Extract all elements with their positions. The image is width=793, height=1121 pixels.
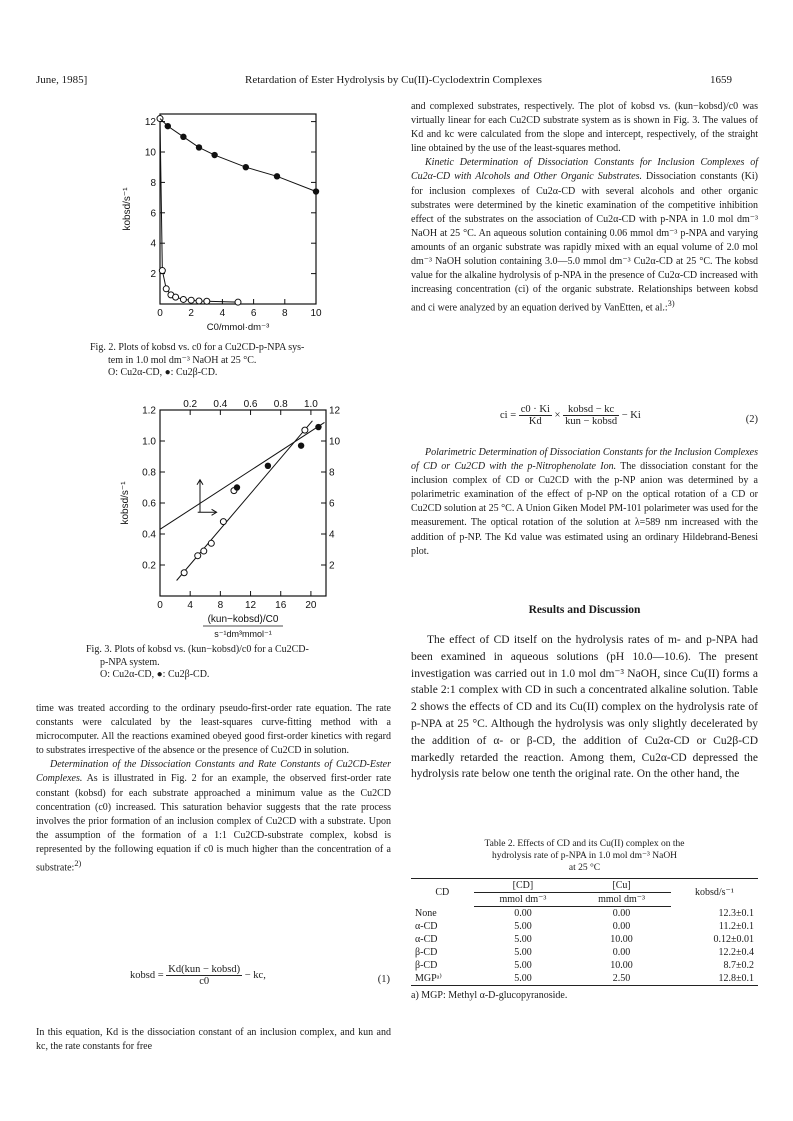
fig3-point-alpha — [201, 548, 207, 554]
fig3-point-alpha — [220, 519, 226, 525]
section-title-kinetic: Kinetic Determination of Dissociation Constants for Inclusion Complexes of Cu2α-CD with Alcohols and Other Organic Substrates. — [411, 157, 758, 183]
results-paragraph: The effect of CD itself on the hydrolysis rates of m- and p-NPA had been examined in aqueous solutions (pH 10.0—10.6). The present investigation was carried out in 1.0 mol dm⁻³ NaOH, since Cu(II) forms a stable 2:1 complex with CD in such a concentrated alkaline solution. Table 2 shows the effects of CD and its Cu(II) complex on the hydrolysis rate of p-NPA at 25 °C. Although the hydrolysis was only slightly decelerated by the addition of α- or β-CD, the addition of Cu2α-CD or Cu2β-CD markedly retarded the reaction. Among them, Cu2α-CD depressed the hydrolysis rate below one tenth the original rate. On the other hand, the — [411, 634, 758, 781]
eq2-denominator-1: Kd — [528, 416, 542, 427]
fig3-point-alpha — [181, 570, 187, 576]
fig3-caption-line2: p-NPA system. — [100, 656, 160, 668]
table-cell: α-CD — [415, 921, 438, 932]
fig2-point-alpha — [163, 286, 169, 292]
fig3-point-beta — [298, 442, 304, 448]
fig3-y-tick-label: 1.2 — [142, 405, 156, 417]
table-cell: 0.00 — [612, 921, 631, 932]
fig3-point-beta — [265, 463, 271, 469]
fig3-point-alpha — [302, 427, 308, 433]
eq1-lhs: kobsd = — [130, 969, 164, 981]
table-cell: 5.00 — [514, 960, 532, 971]
table-2-grid — [411, 878, 758, 986]
col-unit-cd: mmol dm⁻³ — [474, 893, 573, 907]
table-cell: 8.7±0.2 — [723, 960, 754, 971]
left-column-bottom — [36, 1026, 391, 1054]
table-row — [411, 933, 758, 946]
eq2-number: (2) — [745, 414, 758, 425]
fig2-point-alpha — [235, 299, 241, 305]
right-paragraph-1: and complexed substrates, respectively. The plot of kobsd vs. (kun−kobsd)/c0 was virtually linear for each Cu2CD substrate system as is shown in Fig. 3. The values of Kd and kc were calculated from the slope and intercept, respectively, of the straight line obtained by the use of the least-squares method. — [411, 101, 758, 155]
table-cell: 0.12±0.01 — [713, 934, 754, 945]
table-2-title-line3: at 25 °C — [568, 863, 601, 873]
running-header-title: Retardation of Ester Hydrolysis by Cu(II)-Cyclodextrin Complexes — [245, 74, 542, 86]
eq2-tail: − Ki — [621, 409, 641, 421]
fig3-fit-line-beta — [160, 422, 324, 529]
table-2-title-line1: Table 2. Effects of CD and its Cu(II) complex on the — [484, 839, 685, 849]
eq2-lhs: ci = — [500, 409, 517, 421]
fig3-y-tick-label: 0.4 — [142, 529, 156, 541]
table-row — [411, 972, 758, 986]
right-column-results — [411, 632, 758, 783]
table-cell: MGPᵃ⁾ — [411, 972, 474, 986]
fig3-top-tick-label: 0.4 — [213, 399, 228, 410]
fig3-y-tick-label: 0.6 — [142, 498, 156, 510]
fig3-right-tick-label: 12 — [329, 405, 341, 417]
fig3-y-tick-label: 0.2 — [142, 560, 156, 572]
fig3-y-label: kobsd/s⁻¹ — [120, 481, 131, 525]
table-cell: 12.8±0.1 — [671, 972, 758, 986]
fig2-y-tick-label: 4 — [150, 238, 156, 250]
fig3-point-alpha — [195, 553, 201, 559]
fig3-x-tick-label: 16 — [275, 600, 287, 611]
left-column-text — [36, 702, 391, 875]
section-title-dissociation: Determination of the Dissociation Constants and Rate Constants of Cu2CD-Ester Complexes. — [36, 759, 391, 785]
table-cell: 0.00 — [514, 908, 532, 919]
fig2-point-beta — [274, 173, 280, 179]
right-paragraph-3-body: The dissociation constant for the inclusion complex of CD or Cu2CD with the p-NP anion was determined by a polarimetric examination of the effect of p-NP on the optical rotation of a CD or Cu2CD solution at 25 °C. A Union Giken Model PM-101 polarimeter was used for the measurement. The optical rotation of the solution at λ=589 nm increased with the addition of p-NP. The Kd value was estimated using an ordinary Hildebrand-Benesi plot. — [411, 461, 758, 557]
fig3-y-tick-label: 1.0 — [142, 436, 156, 448]
fig3-chart — [108, 396, 408, 644]
fig3-x-unit: s⁻¹dm³mmol⁻¹ — [214, 629, 272, 639]
ref-3: 3) — [667, 299, 675, 309]
fig2-caption-line2: tem in 1.0 mol dm⁻³ NaOH at 25 °C. — [108, 354, 257, 366]
eq1-numerator: Kd(kun − kobsd) — [168, 964, 241, 975]
table-2-title-line2: hydrolysis rate of p-NPA in 1.0 mol dm⁻³ NaOH — [491, 851, 678, 861]
equation-1 — [130, 964, 390, 987]
fig2-point-alpha — [180, 296, 186, 302]
fig2-x-tick-label: 4 — [219, 308, 226, 319]
right-paragraph-3 — [411, 446, 758, 559]
fig3-caption-line3: O: Cu2α-CD, ●: Cu2β-CD. — [100, 669, 210, 680]
fig3-x-tick-label: 4 — [187, 600, 193, 611]
eq1-tail: − kc, — [244, 969, 266, 981]
fig3-top-tick-label: 0.2 — [183, 399, 198, 410]
fig2-y-tick-label: 6 — [150, 208, 156, 220]
fig3-x-label: (kun−kobsd)/C0 — [207, 614, 279, 625]
fig2-point-beta — [313, 188, 319, 194]
eq1-fraction — [166, 964, 242, 987]
fig2-y-label: kobsd/s⁻¹ — [122, 187, 133, 231]
col-header-cd-conc: [CD] — [474, 879, 573, 893]
fig2-caption — [90, 342, 390, 380]
right-column-middle — [411, 446, 758, 559]
table-cell: 10.00 — [610, 960, 633, 971]
fig2-point-beta — [196, 144, 202, 150]
left-paragraph-1: time was treated according to the ordinary pseudo-first-order rate equation. The rate constants were calculated by the least-squares curve-fitting method with a microcomputer. All the reactions examined obeyed good first-order kinetics with regard to substrates irrespective of the absence or the presence of Cu2CD in solution. — [36, 703, 391, 757]
col-unit-cu: mmol dm⁻³ — [572, 893, 671, 907]
table-row — [411, 959, 758, 972]
fig3-right-tick-label: 6 — [329, 498, 335, 510]
table-cell: 2.50 — [572, 972, 671, 986]
fig2-x-tick-label: 2 — [188, 308, 194, 319]
fig3-x-tick-label: 20 — [305, 600, 317, 611]
table-row — [411, 907, 758, 921]
table-2-title — [411, 838, 758, 874]
table-cell: 5.00 — [514, 947, 532, 958]
fig3-point-beta — [315, 424, 321, 430]
left-paragraph-2 — [36, 758, 391, 875]
fig2-point-alpha — [188, 297, 194, 303]
table-2 — [411, 838, 758, 1001]
fig3-right-tick-label: 8 — [329, 467, 335, 479]
right-column-text — [411, 100, 758, 316]
fig2-x-tick-label: 6 — [250, 308, 257, 319]
table-cell: β-CD — [415, 947, 438, 958]
fig2-x-tick-label: 8 — [282, 308, 288, 319]
fig3-x-tick-label: 12 — [244, 600, 257, 611]
eq1-number: (1) — [377, 974, 390, 985]
fig2-x-label: C0/mmol·dm⁻³ — [206, 322, 270, 333]
fig2-y-tick-label: 2 — [150, 269, 156, 281]
fig2-y-tick-label: 8 — [150, 177, 156, 189]
eq2-numerator-2: kobsd − kc — [563, 404, 619, 416]
ref-2: 2) — [74, 859, 82, 869]
table-cell: 0.00 — [612, 947, 631, 958]
fig2-frame — [160, 114, 316, 304]
fig2-point-alpha — [173, 294, 179, 300]
table-cell: None — [415, 907, 437, 919]
eq1-denominator: c0 — [199, 976, 210, 987]
left-paragraph-2-body: As is illustrated in Fig. 2 for an example, the observed first-order rate constant (kobsd) for each substrate approached a minimum value as the Cu2CD concentration (c0) increased. This saturation behavior suggests that the rate process involves the prior formation of an inclusion complex of Cu2CD with a substrate. Upon the assumption of the formation of a 1:1 Cu2CD-substrate complex, kobsd is represented by the following equation if c0 is much higher than the concentration of a substrate: — [36, 773, 392, 874]
fig3-caption-line1: Fig. 3. Plots of kobsd vs. (kun−kobsd)/c0 for a Cu2CD- — [86, 644, 309, 655]
fig3-top-tick-label: 0.8 — [273, 399, 288, 410]
fig2-caption-line3: O: Cu2α-CD, ●: Cu2β-CD. — [108, 367, 218, 378]
eq2-fraction-1 — [519, 404, 552, 427]
eq2-numerator-1: c0 · Ki — [520, 404, 550, 415]
col-header-cu-conc: [Cu] — [572, 879, 671, 893]
fig2-x-tick-label: 0 — [157, 308, 163, 319]
section-title-polarimetric: Polarimetric Determination of Dissociation Constants for the Inclusion Complexes of CD or Cu2CD with the p-Nitrophenolate Ion. — [411, 447, 758, 473]
col-header-kobsd: kobsd/s⁻¹ — [671, 879, 758, 907]
table-row — [411, 946, 758, 959]
fig3-right-tick-label: 10 — [329, 436, 341, 448]
fig3-caption — [86, 644, 396, 682]
fig2-point-alpha — [204, 298, 210, 304]
fig2-chart — [108, 104, 408, 334]
table-cell: 12.3±0.1 — [718, 907, 754, 919]
table-2-footnote: a) MGP: Methyl α-D-glucopyranoside. — [411, 990, 568, 1001]
eq2-fraction-2 — [563, 404, 619, 427]
table-row — [411, 920, 758, 933]
equation-2 — [500, 404, 758, 427]
page-number: 1659 — [710, 74, 732, 86]
table-cell: 0.00 — [612, 908, 631, 919]
fig2-point-beta — [180, 134, 186, 140]
fig2-point-alpha — [196, 298, 202, 304]
fig3-y-tick-label: 0.8 — [142, 467, 156, 479]
fig2-y-tick-label: 10 — [144, 147, 156, 159]
right-paragraph-2 — [411, 156, 758, 315]
fig2-point-beta — [165, 123, 171, 129]
fig2-point-beta — [243, 164, 249, 170]
table-cell: α-CD — [415, 934, 438, 945]
table-cell: 5.00 — [474, 972, 573, 986]
fig3-top-tick-label: 1.0 — [303, 399, 318, 410]
fig2-caption-line1: Fig. 2. Plots of kobsd vs. c0 for a Cu2CD-p-NPA sys- — [90, 342, 305, 353]
fig2-x-tick-label: 10 — [310, 308, 322, 319]
fig2-y-tick-label: 12 — [144, 117, 156, 129]
fig2-point-beta — [211, 152, 217, 158]
table-cell: β-CD — [415, 960, 438, 971]
fig3-right-tick-label: 2 — [329, 560, 335, 572]
table-cell: 5.00 — [514, 934, 532, 945]
fig3-top-tick-label: 0.6 — [243, 399, 258, 410]
table-cell: 11.2±0.1 — [718, 921, 754, 932]
eq2-times: × — [554, 409, 561, 421]
left-paragraph-3: In this equation, Kd is the dissociation constant of an inclusion complex, and kun and kc, the rate constants for free — [36, 1027, 391, 1053]
col-header-cd: CD — [411, 879, 474, 907]
fig3-x-tick-label: 8 — [217, 600, 224, 611]
fig2-point-alpha — [159, 268, 165, 274]
running-header-left: June, 1985] — [36, 74, 88, 86]
fig2-series-beta-curve — [160, 119, 316, 192]
results-heading: Results and Discussion — [528, 604, 641, 616]
fig3-point-beta — [234, 484, 240, 490]
fig3-point-alpha — [208, 540, 214, 546]
right-paragraph-2-body: Dissociation constants (Ki) for inclusion complexes of Cu2α-CD with several alcohols and other organic substrates were determined by the kinetic examination of the competitive inhibition effect of the substrates on the association of Cu2α-CD with p-NPA in 1.0 mol dm⁻³ NaOH at 25 °C. An aqueous solution containing 0.06 mmol dm⁻³ p-NPA and varying amounts of an organic substrate was rapidly mixed with an equal volume of 2.0 mol dm⁻³ NaOH solution containing 3.0—5.0 mmol dm⁻³ Cu2α-CD at 25 °C. The kobsd value for the alkaline hydrolysis of p-NPA in the presence of Cu2α-CD increased with increasing concentration (ci) of the organic substrate. Relationships between kobsd and ci were analyzed by an equation derived by VanEtten, et al.: — [411, 171, 759, 314]
table-cell: 5.00 — [514, 921, 532, 932]
eq2-denominator-2: kun − kobsd — [565, 416, 618, 427]
table-cell: 12.2±0.4 — [718, 947, 754, 958]
fig3-x-tick-label: 0 — [157, 600, 163, 611]
table-cell: 10.00 — [610, 934, 633, 945]
fig3-right-tick-label: 4 — [329, 529, 335, 541]
